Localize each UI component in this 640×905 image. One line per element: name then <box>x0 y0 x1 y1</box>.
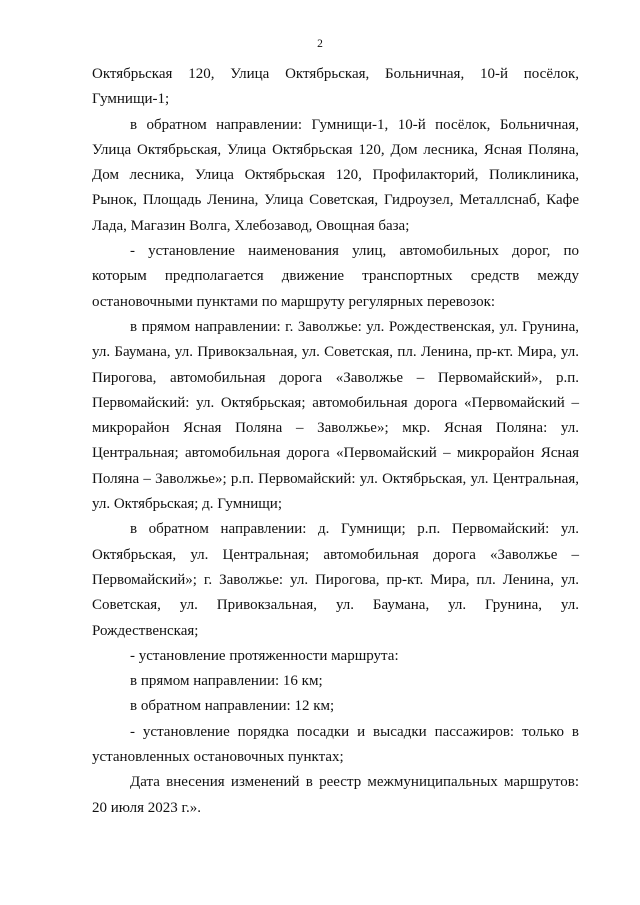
paragraph: в прямом направлении: 16 км; <box>130 673 323 690</box>
paragraph: - установление наименования улиц, автомобильных дорог, по которым предполагается движение транспортных средств между остановочными пунктами по маршруту регулярных перевозок: <box>92 243 579 310</box>
paragraph: в обратном направлении: 12 км; <box>130 698 335 715</box>
page-number: 2 <box>317 38 323 50</box>
paragraph: в обратном направлении: д. Гумнищи; р.п. Первомайский: ул. Октябрьская, ул. Центральная; автомобильная дорога «Заволжье – Первомайский»; г. Заволжье: ул. Пирогова, пр-кт. Мира, пл. Ленина, ул. Советская, ул. Привокзальная, ул. Баумана, ул. Грунина, ул. Рождественская; <box>92 521 579 639</box>
paragraph: - установление порядка посадки и высадки пассажиров: только в установленных остановочных пунктах; <box>92 723 579 766</box>
paragraph: Октябрьская 120, Улица Октябрьская, Больничная, 10-й посёлок, Гумнищи-1; <box>92 66 579 108</box>
paragraph: в прямом направлении: г. Заволжье: ул. Рождественская, ул. Грунина, ул. Баумана, ул. Привокзальная, ул. Советская, пл. Ленина, пр-кт. Мира, ул. Пирогова, автомобильная дорога «Заволжье – Первомайский», р.п. Первомайский: ул. Октябрьская; автомобильная дорога «Первомайский – микрорайон Ясная Поляна – Заволжье»; мкр. Ясная Поляна: ул. Центральная; автомобильная дорога «Первомайский – микрорайон Ясная Поляна – Заволжье»; р.п. Первомайский: ул. Октябрьская, ул. Центральная, ул. Октябрьская; д. Гумнищи; <box>92 318 579 513</box>
document-body <box>92 62 579 821</box>
paragraph: Дата внесения изменений в реестр межмуниципальных маршрутов: 20 июля 2023 г.». <box>92 774 579 816</box>
paragraph: - установление протяженности маршрута: <box>130 647 399 664</box>
paragraph: в обратном направлении: Гумнищи-1, 10-й посёлок, Больничная, Улица Октябрьская, Улица Октябрьская 120, Дом лесника, Ясная Поляна, Дом лесника, Улица Октябрьская 120, Профилакторий, Поликлиника, Рынок, Площадь Ленина, Улица Советская, Гидроузел, Металлснаб, Кафе Лада, Магазин Волга, Хлебозавод, Овощная база; <box>92 116 579 234</box>
